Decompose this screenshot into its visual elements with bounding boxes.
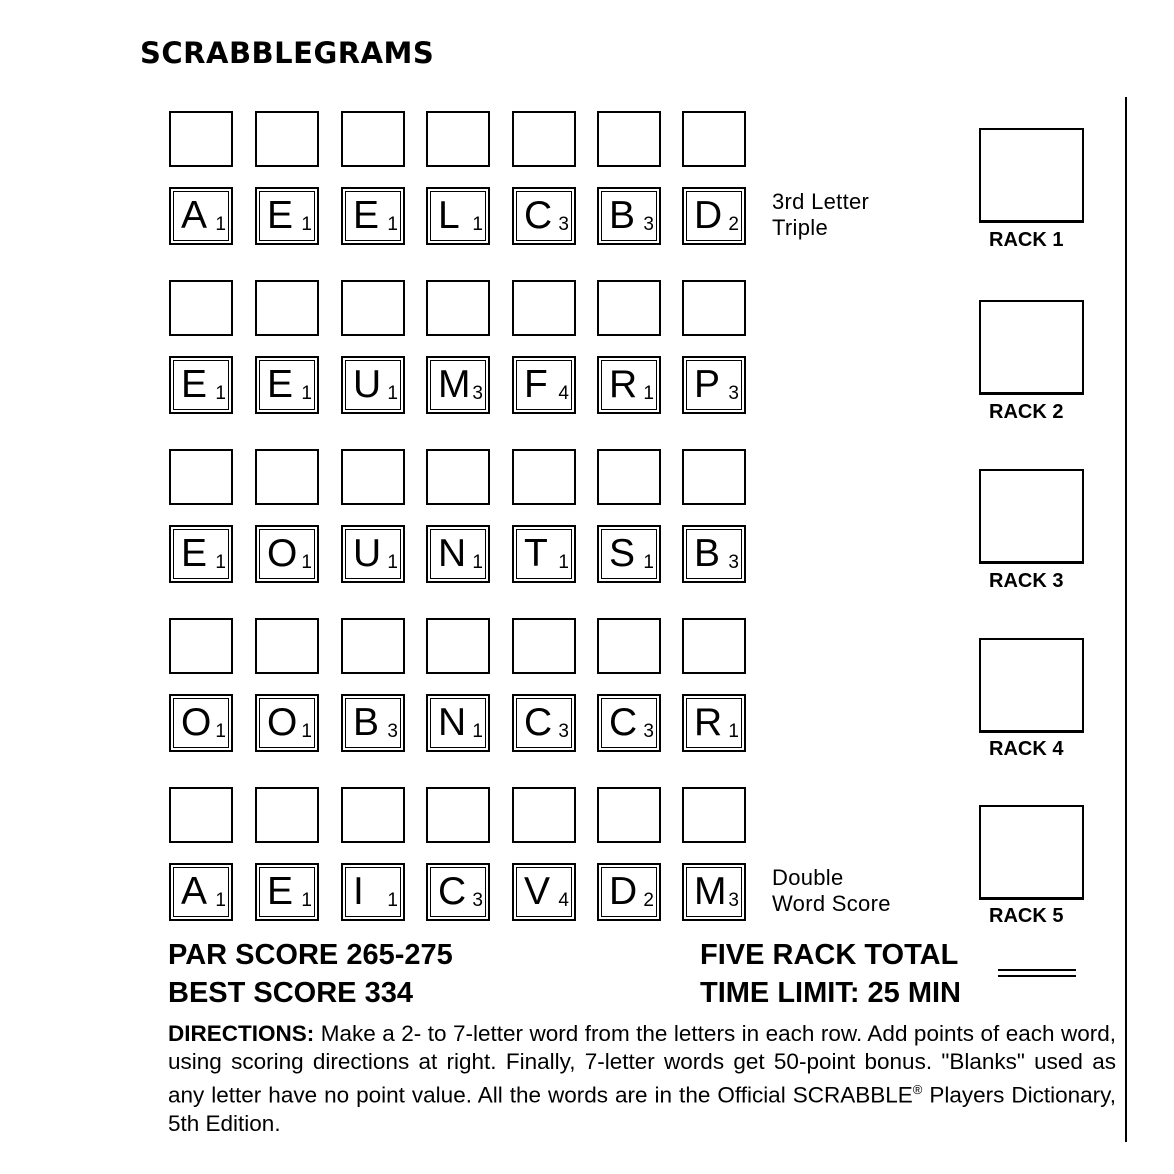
time-limit: TIME LIMIT: 25 MIN xyxy=(700,977,961,1009)
tile-points: 1 xyxy=(728,721,739,742)
tile-points: 1 xyxy=(472,721,483,742)
tile-letter: E xyxy=(267,363,294,406)
tile-points: 1 xyxy=(301,552,312,573)
total-entry-line-2 xyxy=(998,975,1076,977)
best-score: BEST SCORE 334 xyxy=(168,977,413,1009)
par-score: PAR SCORE 265-275 xyxy=(168,939,453,971)
tile-letter: S xyxy=(609,532,636,575)
letter-tile xyxy=(682,187,746,245)
tile-letter: T xyxy=(524,532,548,575)
letter-tile xyxy=(426,694,490,752)
rack-score-box[interactable] xyxy=(979,638,1084,733)
tile-letter: C xyxy=(438,870,467,913)
answer-box[interactable] xyxy=(255,449,319,505)
tile-points: 1 xyxy=(301,721,312,742)
tile-letter: I xyxy=(353,870,364,913)
letter-tile xyxy=(341,356,405,414)
tile-letter: D xyxy=(694,194,723,237)
answer-box[interactable] xyxy=(597,449,661,505)
directions-tail: Players Dictionary, 5th Edition. xyxy=(168,1082,1116,1136)
letter-tile xyxy=(255,863,319,921)
letter-tile xyxy=(597,187,661,245)
answer-box[interactable] xyxy=(512,280,576,336)
answer-box[interactable] xyxy=(682,787,746,843)
rack-score-box[interactable] xyxy=(979,805,1084,900)
tile-letter: A xyxy=(181,870,208,913)
rack-score-box[interactable] xyxy=(979,300,1084,395)
answer-box[interactable] xyxy=(512,618,576,674)
letter-tile xyxy=(255,356,319,414)
answer-box[interactable] xyxy=(341,280,405,336)
tile-points: 3 xyxy=(728,552,739,573)
bonus-note: 3rd Letter xyxy=(772,189,870,214)
tile-points: 1 xyxy=(301,214,312,235)
tile-points: 3 xyxy=(472,383,483,404)
tile-points: 1 xyxy=(301,890,312,911)
tile-letter: O xyxy=(267,701,298,744)
letter-tile xyxy=(341,187,405,245)
letter-tile xyxy=(426,356,490,414)
tile-letter: E xyxy=(181,532,208,575)
letter-tile xyxy=(426,863,490,921)
letter-tile xyxy=(682,525,746,583)
total-entry-line[interactable] xyxy=(998,969,1076,971)
tile-points: 1 xyxy=(643,552,654,573)
tile-letter: L xyxy=(438,194,460,237)
directions-text: Make a 2- to 7-letter word from the letters in each row. Add points of each word, using scoring directions at right. Finally, 7-letter words get 50-point bonus. "Blanks" used as any letter have no point value. All the words are in the Official SCRABBLE xyxy=(168,1021,1116,1108)
answer-box[interactable] xyxy=(255,787,319,843)
answer-box[interactable] xyxy=(341,111,405,167)
tile-letter: U xyxy=(353,532,382,575)
answer-box[interactable] xyxy=(255,618,319,674)
tile-points: 1 xyxy=(215,383,226,404)
answer-box[interactable] xyxy=(597,111,661,167)
letter-tile xyxy=(341,694,405,752)
answer-box[interactable] xyxy=(512,787,576,843)
rack-label: RACK 4 xyxy=(989,738,1064,760)
tile-points: 1 xyxy=(387,383,398,404)
rack-label: RACK 3 xyxy=(989,570,1064,592)
letter-tile xyxy=(169,863,233,921)
letter-tile xyxy=(512,187,576,245)
letter-tile xyxy=(512,525,576,583)
tile-points: 3 xyxy=(472,890,483,911)
tile-letter: R xyxy=(609,363,638,406)
tile-letter: C xyxy=(524,701,553,744)
letter-tile xyxy=(426,525,490,583)
tile-letter: E xyxy=(267,194,294,237)
tile-points: 1 xyxy=(387,890,398,911)
letter-tile xyxy=(255,525,319,583)
answer-box[interactable] xyxy=(169,111,233,167)
answer-box[interactable] xyxy=(426,449,490,505)
tile-letter: P xyxy=(694,363,721,406)
tile-letter: B xyxy=(609,194,636,237)
answer-box[interactable] xyxy=(597,787,661,843)
letter-tile xyxy=(169,356,233,414)
tile-letter: E xyxy=(267,870,294,913)
letter-tile xyxy=(341,525,405,583)
bonus-note: Triple xyxy=(772,215,828,240)
tile-points: 1 xyxy=(558,552,569,573)
tile-points: 1 xyxy=(301,383,312,404)
tile-points: 3 xyxy=(643,721,654,742)
tile-points: 2 xyxy=(643,890,654,911)
tile-letter: C xyxy=(609,701,638,744)
tile-points: 1 xyxy=(215,552,226,573)
rack-label: RACK 1 xyxy=(989,229,1064,251)
tile-points: 3 xyxy=(387,721,398,742)
letter-tile xyxy=(169,187,233,245)
letter-tile xyxy=(597,525,661,583)
answer-box[interactable] xyxy=(512,449,576,505)
tile-letter: F xyxy=(524,363,548,406)
tile-letter: O xyxy=(267,532,298,575)
answer-box[interactable] xyxy=(255,111,319,167)
answer-box[interactable] xyxy=(169,787,233,843)
directions-label: DIRECTIONS: xyxy=(168,1021,315,1046)
answer-box[interactable] xyxy=(169,280,233,336)
tile-points: 4 xyxy=(558,383,569,404)
letter-tile xyxy=(426,187,490,245)
tile-letter: B xyxy=(353,701,380,744)
directions xyxy=(168,1020,1116,1138)
answer-box[interactable] xyxy=(682,449,746,505)
letter-tile xyxy=(597,863,661,921)
tile-letter: U xyxy=(353,363,382,406)
tile-letter: C xyxy=(524,194,553,237)
tile-letter: B xyxy=(694,532,721,575)
tile-points: 2 xyxy=(728,214,739,235)
tile-letter: A xyxy=(181,194,208,237)
letter-tile xyxy=(512,356,576,414)
letter-tile xyxy=(169,694,233,752)
tile-points: 3 xyxy=(643,214,654,235)
letter-tile xyxy=(255,187,319,245)
tile-points: 3 xyxy=(728,890,739,911)
answer-box[interactable] xyxy=(341,618,405,674)
tile-points: 1 xyxy=(215,214,226,235)
tile-letter: R xyxy=(694,701,723,744)
tile-points: 4 xyxy=(558,890,569,911)
answer-box[interactable] xyxy=(682,618,746,674)
rack-score-box[interactable] xyxy=(979,469,1084,564)
tile-points: 1 xyxy=(472,214,483,235)
answer-box[interactable] xyxy=(597,280,661,336)
answer-box[interactable] xyxy=(682,280,746,336)
bonus-note: Word Score xyxy=(772,891,891,916)
answer-box[interactable] xyxy=(169,618,233,674)
tile-points: 1 xyxy=(215,721,226,742)
tile-points: 3 xyxy=(558,214,569,235)
tile-letter: N xyxy=(438,701,467,744)
registered-mark: ® xyxy=(912,1082,923,1097)
letter-tile xyxy=(255,694,319,752)
answer-box[interactable] xyxy=(682,111,746,167)
rack-label: RACK 2 xyxy=(989,401,1064,423)
five-rack-total-label: FIVE RACK TOTAL xyxy=(700,939,959,971)
tile-letter: N xyxy=(438,532,467,575)
tile-letter: E xyxy=(181,363,208,406)
answer-box[interactable] xyxy=(341,449,405,505)
letter-tile xyxy=(512,863,576,921)
letter-tile xyxy=(682,356,746,414)
letter-tile xyxy=(597,694,661,752)
answer-box[interactable] xyxy=(426,111,490,167)
puzzle-title: SCRABBLEGRAMS xyxy=(140,36,435,70)
letter-tile xyxy=(341,863,405,921)
tile-letter: E xyxy=(353,194,380,237)
letter-tile xyxy=(512,694,576,752)
rack-score-box[interactable] xyxy=(979,128,1084,223)
tile-points: 1 xyxy=(643,383,654,404)
letter-tile xyxy=(682,694,746,752)
answer-box[interactable] xyxy=(512,111,576,167)
tile-points: 3 xyxy=(558,721,569,742)
answer-box[interactable] xyxy=(169,449,233,505)
tile-points: 1 xyxy=(472,552,483,573)
tile-letter: M xyxy=(694,870,727,913)
answer-box[interactable] xyxy=(426,280,490,336)
tile-letter: D xyxy=(609,870,638,913)
answer-box[interactable] xyxy=(597,618,661,674)
tile-points: 1 xyxy=(387,552,398,573)
right-divider xyxy=(1125,97,1127,1142)
answer-box[interactable] xyxy=(341,787,405,843)
letter-tile xyxy=(682,863,746,921)
bonus-note: Double xyxy=(772,865,844,890)
rack-label: RACK 5 xyxy=(989,905,1064,927)
letter-tile xyxy=(597,356,661,414)
tile-points: 1 xyxy=(215,890,226,911)
tile-letter: V xyxy=(524,870,551,913)
tile-letter: M xyxy=(438,363,471,406)
answer-box[interactable] xyxy=(426,618,490,674)
tile-points: 1 xyxy=(387,214,398,235)
answer-box[interactable] xyxy=(426,787,490,843)
tile-letter: O xyxy=(181,701,212,744)
tile-points: 3 xyxy=(728,383,739,404)
letter-tile xyxy=(169,525,233,583)
answer-box[interactable] xyxy=(255,280,319,336)
